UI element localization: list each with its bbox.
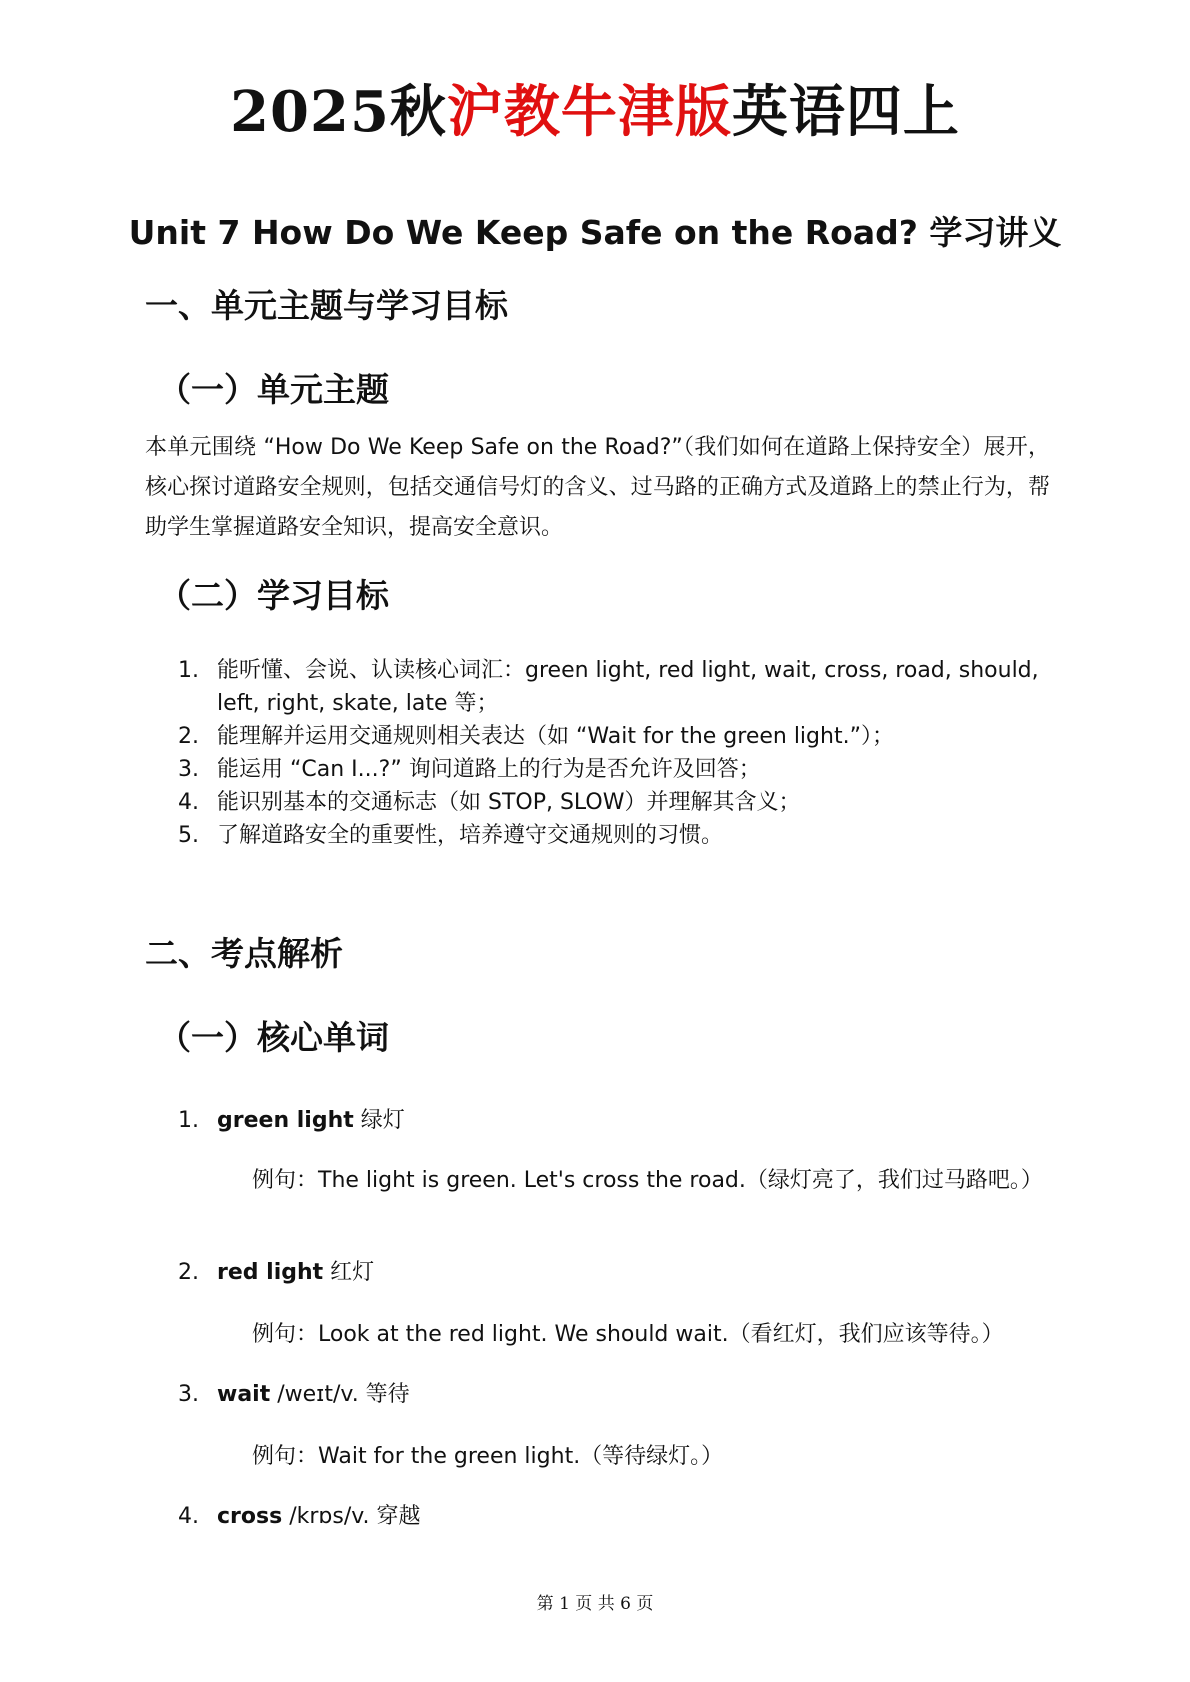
vocab-example: 例句：Look at the red light. We should wait.（看红灯，我们应该等待。） <box>252 1322 1004 1347</box>
list-item <box>145 753 1050 786</box>
list-item-text: 能识别基本的交通标志（如 STOP, SLOW）并理解其含义； <box>217 790 801 815</box>
title-year: 2025秋 <box>230 79 447 145</box>
section-2-1-heading: （一）核心单词 <box>158 1018 389 1057</box>
section-1-heading: 一、单元主题与学习目标 <box>145 286 508 325</box>
list-item-text: 了解道路安全的重要性，培养遵守交通规则的习惯。 <box>217 823 724 848</box>
list-number: 1. <box>178 658 199 683</box>
unit-theme-paragraph: 本单元围绕 “How Do We Keep Safe on the Road?”（我们如何在道路上保持安全）展开，核心探讨道路安全规则，包括交通信号灯的含义、过马路的正确方式及道路上的禁止行为，帮助学生掌握道路安全知识，提高安全意识。 <box>145 435 1050 540</box>
vocab-meaning: /weɪt/v. 等待 <box>270 1382 410 1407</box>
learning-goals-list <box>145 654 1050 852</box>
vocab-number: 3. <box>178 1382 199 1407</box>
list-number: 5. <box>178 823 199 848</box>
section-1-1-heading: （一）单元主题 <box>158 370 389 409</box>
document-title <box>0 72 1190 152</box>
section-1-2-heading: （二）学习目标 <box>158 576 389 615</box>
vocab-word: cross <box>217 1504 283 1529</box>
vocab-meaning: /krɒs/v. 穿越 <box>282 1504 421 1529</box>
document-subtitle: Unit 7 How Do We Keep Safe on the Road? 学习讲义 <box>128 213 1062 252</box>
section-2-heading: 二、考点解析 <box>145 934 343 973</box>
page-footer: 第 1 页 共 6 页 <box>536 1594 654 1614</box>
vocab-number: 2. <box>178 1260 199 1285</box>
list-item <box>145 786 1050 819</box>
list-item <box>145 720 1050 753</box>
vocab-number: 4. <box>178 1504 199 1529</box>
vocab-example: 例句：The light is green. Let's cross the road.（绿灯亮了，我们过马路吧。） <box>252 1168 1043 1193</box>
list-item <box>145 654 1050 720</box>
list-item-text: 能运用 “Can I...?” 询问道路上的行为是否允许及回答； <box>217 757 761 782</box>
title-publisher: 沪教牛津版 <box>446 79 732 145</box>
vocab-meaning: 绿灯 <box>353 1108 405 1133</box>
list-item-text: 能听懂、会说、认读核心词汇：green light, red light, wait, cross, road, should, left, right, skate, late 等； <box>217 658 1039 716</box>
vocab-word: red light <box>217 1260 324 1285</box>
list-item <box>145 819 1050 852</box>
vocab-word: wait <box>217 1382 271 1407</box>
list-number: 4. <box>178 790 199 815</box>
vocab-example: 例句：Wait for the green light.（等待绿灯。） <box>252 1444 724 1469</box>
list-item-text: 能理解并运用交通规则相关表达（如 “Wait for the green light.”）； <box>217 724 894 749</box>
vocab-meaning: 红灯 <box>323 1260 375 1285</box>
list-number: 3. <box>178 757 199 782</box>
list-number: 2. <box>178 724 199 749</box>
vocab-word: green light <box>217 1108 354 1133</box>
vocab-number: 1. <box>178 1108 199 1133</box>
title-subject: 英语四上 <box>731 79 960 145</box>
